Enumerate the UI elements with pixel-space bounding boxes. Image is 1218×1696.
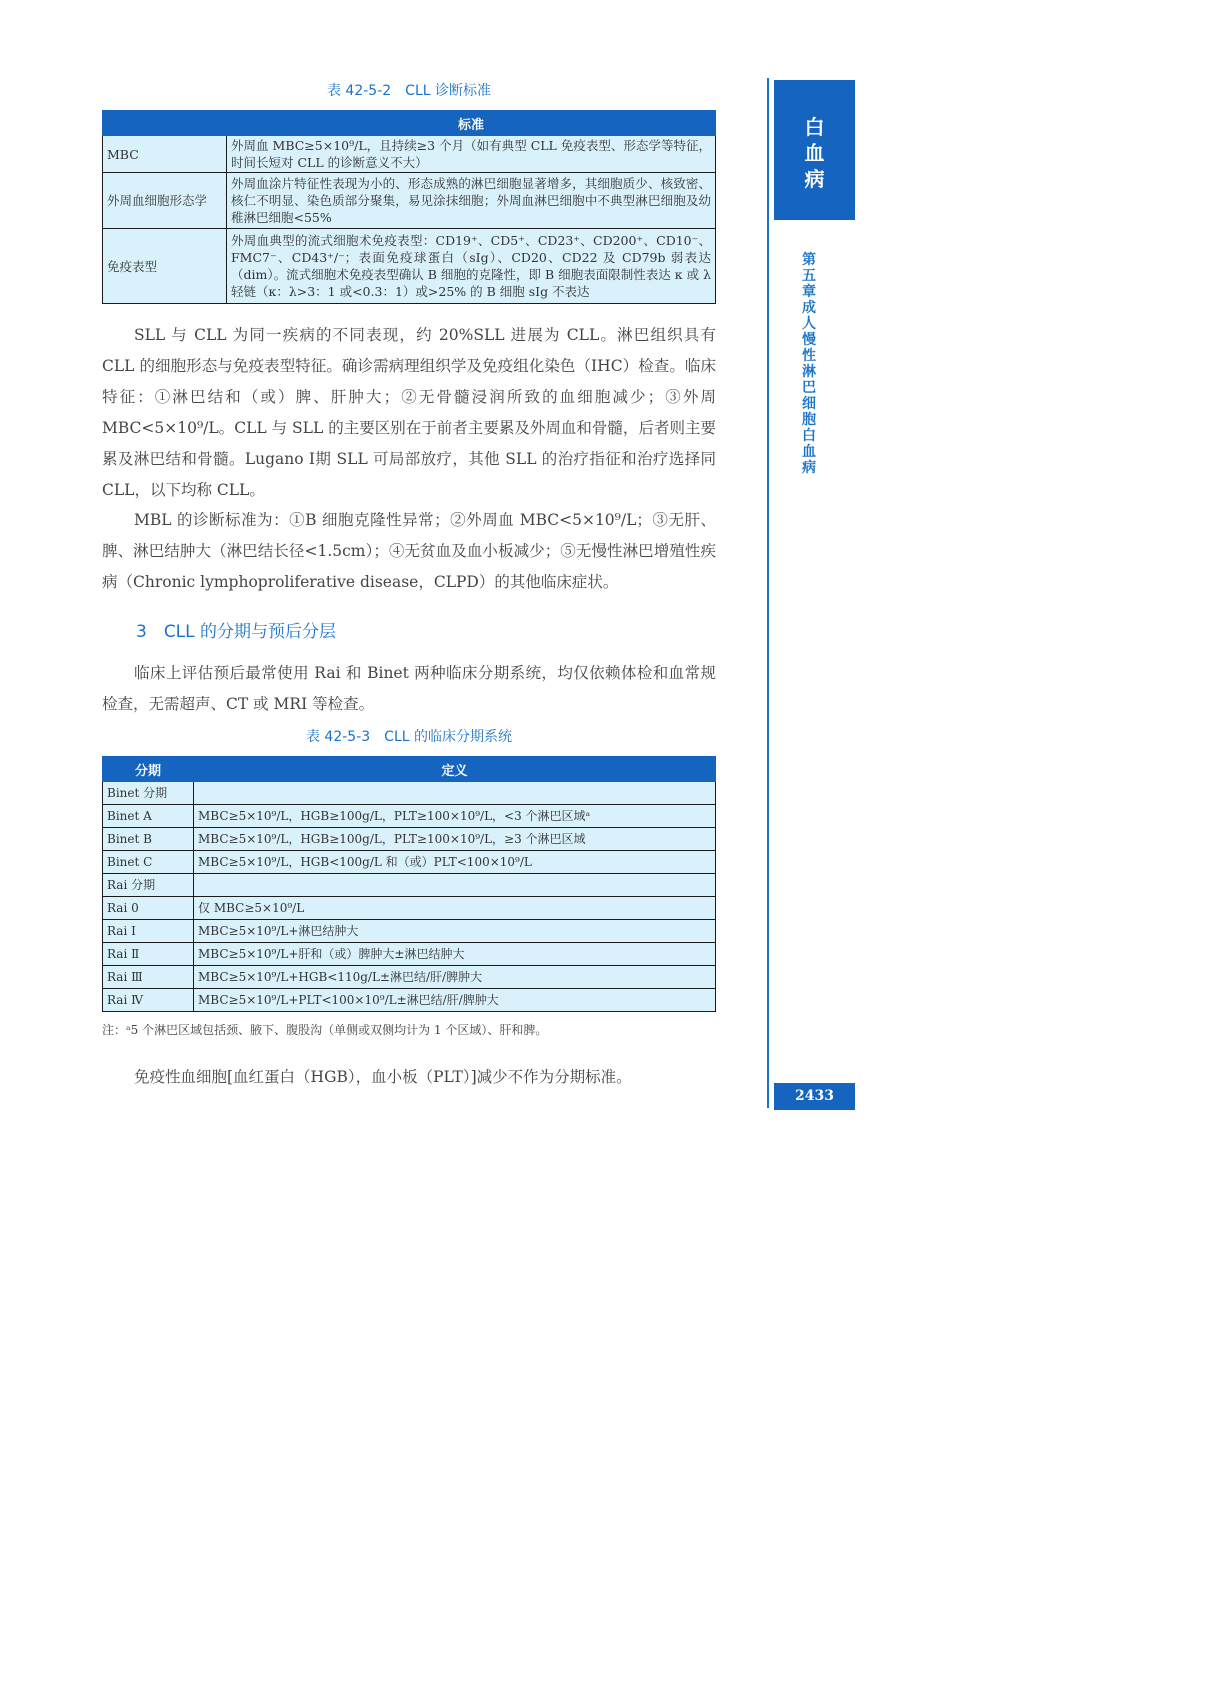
definition-cell [194, 874, 716, 897]
table-row [103, 828, 716, 851]
definition-cell: 仅 MBC≥5×10⁹/L [194, 897, 716, 920]
definition-cell: MBC≥5×10⁹/L，HGB≥100g/L，PLT≥100×10⁹/L，≥3 个淋巴区域 [194, 828, 716, 851]
definition-cell [194, 782, 716, 805]
body-paragraph: SLL 与 CLL 为同一疾病的不同表现，约 20%SLL 进展为 CLL。淋巴组织具有 CLL 的细胞形态与免疫表型特征。确诊需病理组织学及免疫组化染色（IHC）检查。临床特征：①淋巴结和（或）脾、肝肿大；②无骨髓浸润所致的血细胞减少；③外周 MBC<5×10⁹/L。CLL 与 SLL 的主要区别在于前者主要累及外周血和骨髓，后者则主要累及淋巴结和骨髓。Lugano Ⅰ期 SLL 可局部放疗，其他 SLL 的治疗指征和治疗选择同 CLL，以下均称 CLL。 [102, 326, 716, 499]
stage-cell: Rai 分期 [103, 874, 194, 897]
definition-cell: MBC≥5×10⁹/L+肝和（或）脾肿大±淋巴结肿大 [194, 943, 716, 966]
table-header-row [103, 111, 716, 136]
criteria-item-cell: 免疫表型 [103, 229, 227, 304]
criteria-text-cell: 外周血典型的流式细胞术免疫表型：CD19⁺、CD5⁺、CD23⁺、CD200⁺、CD10⁻、FMC7⁻、CD43⁺/⁻；表面免疫球蛋白（sIg）、CD20、CD22 及 CD79b 弱表达（dim）。流式细胞术免疫表型确认 B 细胞的克隆性，即 B 细胞表面限制性表达 κ 或 λ 轻链（κ：λ>3：1 或<0.3：1）或>25% 的 B 细胞 sIg 不表达 [227, 229, 716, 304]
body-paragraph: MBL 的诊断标准为：①B 细胞克隆性异常；②外周血 MBC<5×10⁹/L；③无肝、脾、淋巴结肿大（淋巴结长径<1.5cm）；④无贫血及血小板减少；⑤无慢性淋巴增殖性疾病（Chronic lymphoproliferative disease，CLPD）的其他临床症状。 [102, 511, 716, 591]
table-header-criteria: 标准 [227, 111, 716, 136]
definition-cell: MBC≥5×10⁹/L，HGB<100g/L 和（或）PLT<100×10⁹/L [194, 851, 716, 874]
table-row [103, 173, 716, 229]
section-tab-char: 血 [804, 141, 825, 165]
body-paragraph: 临床上评估预后最常使用 Rai 和 Binet 两种临床分期系统，均仅依赖体检和血常规检查，无需超声、CT 或 MRI 等检查。 [102, 664, 716, 713]
section-tab-char: 白 [804, 115, 825, 139]
body-paragraph: 免疫性血细胞[血红蛋白（HGB），血小板（PLT）]减少不作为分期标准。 [134, 1068, 632, 1086]
stage-cell: Rai Ⅲ [103, 966, 194, 989]
table-row [103, 897, 716, 920]
stage-cell: Rai 0 [103, 897, 194, 920]
table-row [103, 805, 716, 828]
table3-caption: 表 42-5-3 CLL 的临床分期系统 [305, 729, 512, 745]
table-row [103, 920, 716, 943]
definition-cell: MBC≥5×10⁹/L，HGB≥100g/L，PLT≥100×10⁹/L，<3 个淋巴区域ᵃ [194, 805, 716, 828]
table-row [103, 943, 716, 966]
criteria-item-cell: MBC [103, 136, 227, 173]
stage-cell: Binet B [103, 828, 194, 851]
staging-table [102, 756, 716, 1012]
table-header-definition: 定义 [194, 757, 716, 782]
margin-divider [767, 78, 769, 1108]
stage-cell: Binet 分期 [103, 782, 194, 805]
stage-cell: Rai Ⅱ [103, 943, 194, 966]
stage-cell: Rai Ⅰ [103, 920, 194, 943]
definition-cell: MBC≥5×10⁹/L+HGB<110g/L±淋巴结/肝/脾肿大 [194, 966, 716, 989]
table-row [103, 136, 716, 173]
criteria-text-cell: 外周血涂片特征性表现为小的、形态成熟的淋巴细胞显著增多，其细胞质少、核致密、核仁不明显、染色质部分聚集，易见涂抹细胞；外周血淋巴细胞中不典型淋巴细胞及幼稚淋巴细胞<55% [227, 173, 716, 229]
section-tab [774, 80, 855, 220]
table-row [103, 229, 716, 304]
table-footnote: 注：ᵃ5 个淋巴区域包括颈、腋下、腹股沟（单侧或双侧均计为 1 个区域）、肝和脾。 [102, 1023, 548, 1037]
chapter-title: 第五章 成人慢性淋巴细胞白血病 [802, 252, 830, 476]
page-number: 2433 [774, 1083, 855, 1110]
table-row [103, 874, 716, 897]
definition-cell: MBC≥5×10⁹/L+淋巴结肿大 [194, 920, 716, 943]
stage-cell: Rai Ⅳ [103, 989, 194, 1012]
criteria-text-cell: 外周血 MBC≥5×10⁹/L，且持续≥3 个月（如有典型 CLL 免疫表型、形态学等特征，时间长短对 CLL 的诊断意义不大） [227, 136, 716, 173]
stage-cell: Binet A [103, 805, 194, 828]
table-header-stage: 分期 [103, 757, 194, 782]
table-header-item [103, 111, 227, 136]
table-row [103, 782, 716, 805]
criteria-item-cell: 外周血细胞形态学 [103, 173, 227, 229]
table2-caption: 表 42-5-2 CLL 诊断标准 [326, 83, 491, 99]
table-header-row [103, 757, 716, 782]
table-row [103, 851, 716, 874]
definition-cell: MBC≥5×10⁹/L+PLT<100×10⁹/L±淋巴结/肝/脾肿大 [194, 989, 716, 1012]
table-row [103, 989, 716, 1012]
table-row [103, 966, 716, 989]
diagnosis-criteria-table [102, 110, 716, 304]
stage-cell: Binet C [103, 851, 194, 874]
section-tab-char: 病 [804, 167, 825, 191]
section-heading: 3 CLL 的分期与预后分层 [136, 622, 337, 642]
